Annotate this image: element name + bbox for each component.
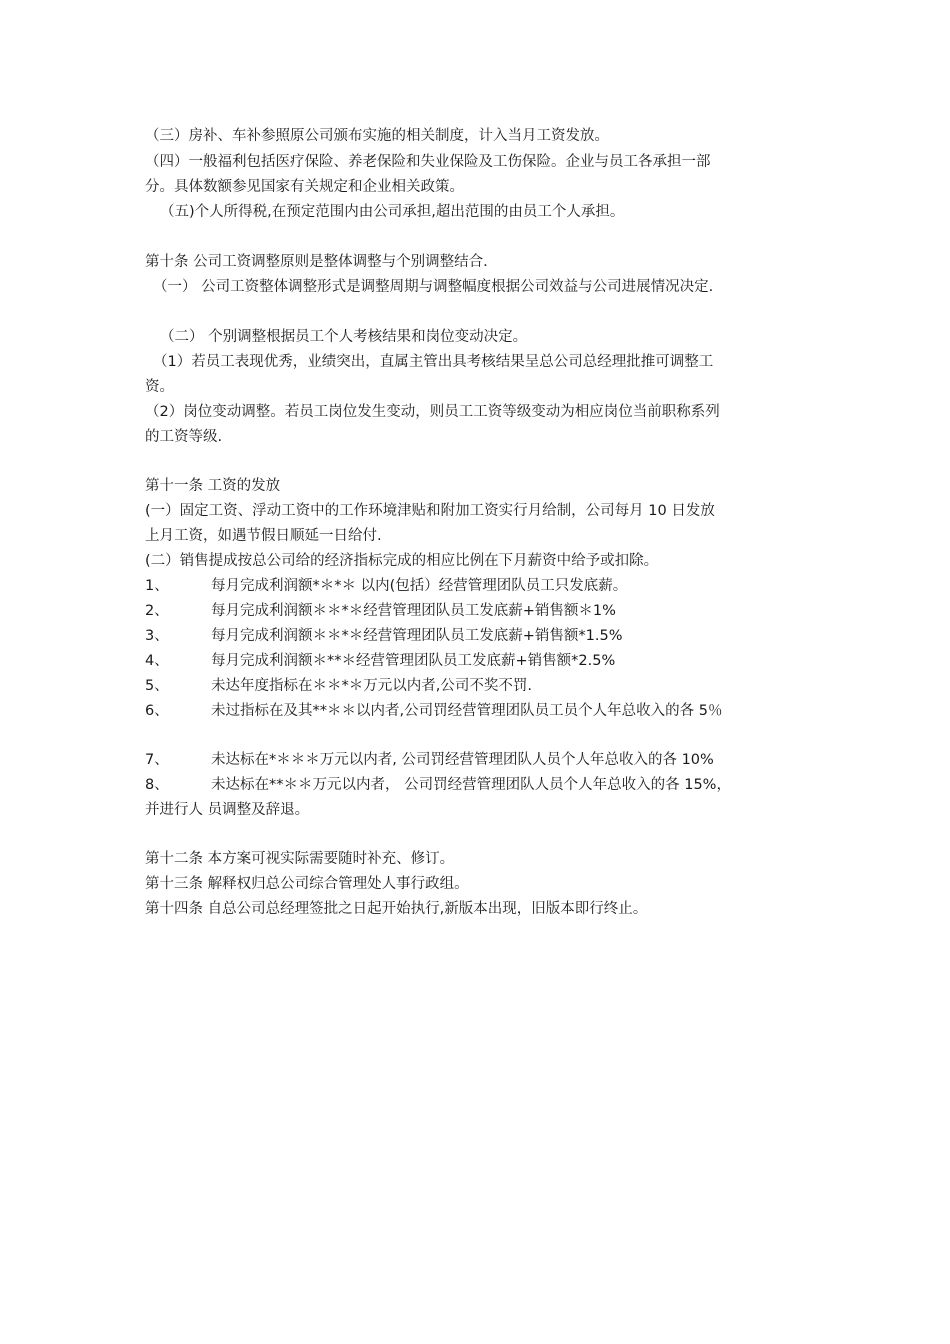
list-item: [145, 576, 825, 596]
paragraph-welfare-line1: （四）一般福利包括医疗保险、养老保险和失业保险及工伤保险。企业与员工各承担一部: [145, 154, 711, 170]
list-item: [145, 750, 825, 770]
list-item-text: 未达标在**＊＊万元以内者， 公司罚经营管理团队人员个人年总收入的各 15%，: [211, 777, 731, 793]
list-item-text: 每月完成利润额＊＊*＊经营管理团队员工发底薪+销售额＊1%: [211, 603, 616, 619]
list-item: [145, 651, 825, 671]
article-10-item-2-1-line2: 资。: [145, 379, 174, 395]
list-item-text: 未过指标在及其**＊＊以内者,公司罚经营管理团队员工员个人年总收入的各 5％: [211, 703, 723, 719]
list-item-number: 7、: [145, 752, 169, 768]
list-item-number: 4、: [145, 653, 169, 669]
list-item-text: 每月完成利润额＊**＊经营管理团队员工发底薪+销售额*2.5%: [211, 653, 616, 669]
list-item: [145, 701, 825, 721]
article-10-title: 第十条 公司工资调整原则是整体调整与个别调整结合.: [145, 254, 488, 270]
paragraph-housing-allowance: （三）房补、车补参照原公司颁布实施的相关制度，计入当月工资发放。: [145, 128, 609, 144]
list-item-text: 未达标在*＊＊＊万元以内者, 公司罚经营管理团队人员个人年总收入的各 10%: [211, 752, 714, 768]
list-item-number: 3、: [145, 628, 169, 644]
article-14: 第十四条 自总公司总经理签批之日起开始执行,新版本出现，旧版本即行终止。: [145, 901, 648, 917]
article-11-item-1-line2: 上月工资，如遇节假日顺延一日给付.: [145, 528, 382, 544]
article-10-item-2-1-line1: （1）若员工表现优秀，业绩突出，直属主管出具考核结果呈总公司总经理批推可调整工: [153, 354, 714, 370]
article-11-item-2: (二）销售提成按总公司给的经济指标完成的相应比例在下月薪资中给予或扣除。: [145, 553, 659, 569]
list-item-number: 1、: [145, 578, 169, 594]
article-13: 第十三条 解释权归总公司综合管理处人事行政组。: [145, 876, 469, 892]
article-11-title: 第十一条 工资的发放: [145, 478, 281, 494]
paragraph-welfare-line2: 分。具体数额参见国家有关规定和企业相关政策。: [145, 179, 464, 195]
paragraph-income-tax: （五)个人所得税,在预定范围内由公司承担,超出范围的由员工个人承担。: [160, 204, 625, 220]
list-item-text: 每月完成利润额＊＊*＊经营管理团队员工发底薪+销售额*1.5%: [211, 628, 623, 644]
list-item: [145, 676, 825, 696]
list-item: [145, 601, 825, 621]
article-10-item-2: （二） 个别调整根据员工个人考核结果和岗位变动决定。: [160, 329, 528, 345]
list-item-number: 5、: [145, 678, 169, 694]
list-item: [145, 626, 825, 646]
list-item-continuation: 并进行人 员调整及辞退。: [145, 802, 310, 818]
article-10-item-2-2-line1: （2）岗位变动调整。若员工岗位发生变动，则员工工资等级变动为相应岗位当前职称系列: [145, 404, 720, 420]
list-item-number: 2、: [145, 603, 169, 619]
article-12: 第十二条 本方案可视实际需要随时补充、修订。: [145, 851, 455, 867]
list-item-text: 每月完成利润额*＊*＊ 以内(包括）经营管理团队员工只发底薪。: [211, 578, 628, 594]
list-item-number: 6、: [145, 703, 169, 719]
article-10-item-2-2-line2: 的工资等级.: [145, 429, 223, 445]
article-11-item-1-line1: (一）固定工资、浮动工资中的工作环境津贴和附加工资实行月给制，公司每月 10 日发放: [145, 503, 715, 519]
list-item-number: 8、: [145, 777, 169, 793]
list-item-text: 未达年度指标在＊＊*＊万元以内者,公司不奖不罚.: [211, 678, 532, 694]
article-10-item-1: （一） 公司工资整体调整形式是调整周期与调整幅度根据公司效益与公司进展情况决定.: [153, 279, 714, 295]
list-item: [145, 775, 825, 795]
